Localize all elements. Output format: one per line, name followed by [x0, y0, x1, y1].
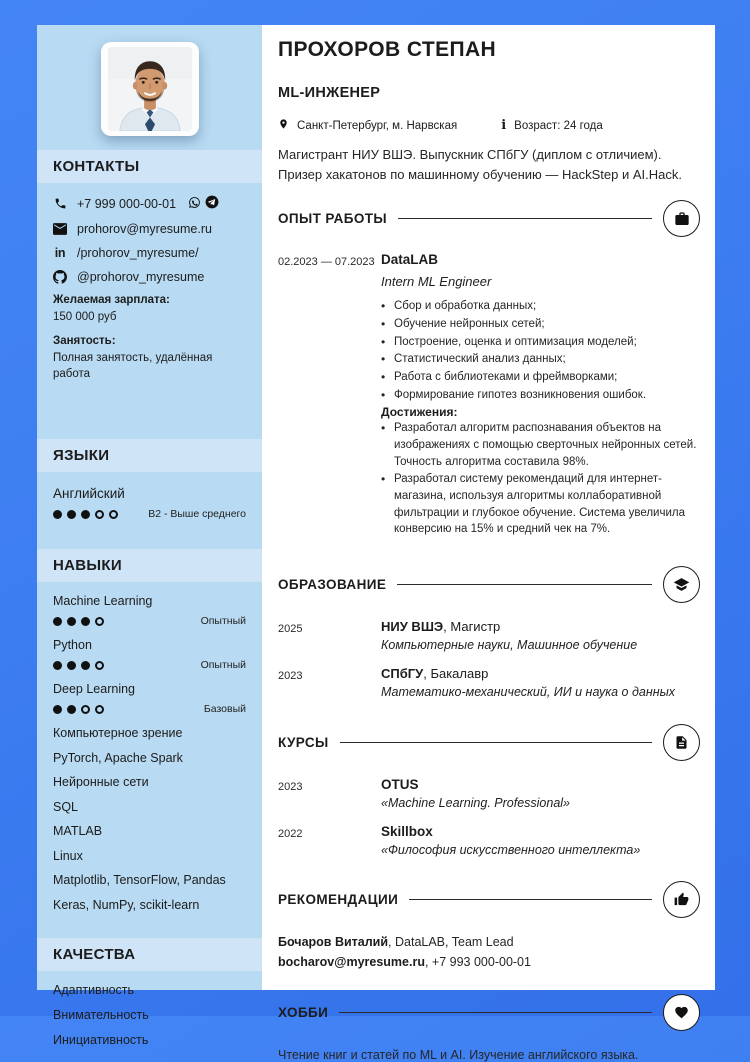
salary-value: 150 000 руб — [53, 311, 117, 323]
duty-item: • Обучение нейронных сетей; — [381, 316, 700, 333]
telegram-icon — [205, 195, 219, 212]
dots — [53, 661, 104, 670]
skill-level-label: Опытный — [200, 659, 246, 672]
age-text: Возраст: 24 года — [514, 119, 603, 132]
school-name: СПбГУ — [381, 666, 424, 682]
course-year: 2022 — [278, 828, 303, 841]
skill-plain: MATLAB — [53, 824, 103, 839]
faculty: Компьютерные науки, Машинное обучение — [381, 638, 638, 653]
email-address: prohorov@myresume.ru — [77, 222, 212, 236]
school-name: НИУ ВШЭ — [381, 619, 444, 635]
faculty: Математико-механический, ИИ и наука о данных — [381, 685, 676, 700]
skill-level-dots — [53, 615, 246, 627]
github-handle: @prohorov_myresume — [77, 270, 205, 284]
summary-text: Магистрант НИУ ВШЭ. Выпускник СПбГУ (диплом с отличием). Призер хакатонов по машинному обучению — HackStep и AI.Hack. — [278, 147, 682, 183]
location-pin-icon — [278, 117, 289, 134]
referee-role: , DataLAB, Team Lead — [388, 935, 514, 950]
qualities-section-title — [37, 938, 262, 971]
recommendations-section-header — [278, 881, 700, 918]
course-name: «Философия искусственного интеллекта» — [381, 843, 641, 858]
rating-dot-filled — [53, 510, 62, 519]
resume-sheet — [37, 25, 715, 1062]
rating-dot-empty — [95, 705, 104, 714]
candidate-role: ML-ИНЖЕНЕР — [278, 85, 381, 101]
experience-body — [381, 252, 700, 539]
experience-title: ОПЫТ РАБОТЫ — [278, 211, 388, 227]
courses-section-header — [278, 724, 700, 761]
section-divider-line — [409, 899, 652, 900]
degree: , Магистр — [443, 619, 501, 635]
language-level-dots — [53, 508, 246, 520]
skill-plain: PyTorch, Apache Spark — [53, 750, 183, 765]
qualities-list — [37, 971, 262, 1047]
plain-skills — [53, 726, 246, 912]
messenger-icons — [188, 195, 219, 212]
skill-name: Machine Learning — [53, 594, 153, 609]
duty-item: • Построение, оценка и оптимизация моделей; — [381, 334, 700, 351]
section-divider-line — [339, 1012, 652, 1013]
languages-section-title — [37, 439, 262, 472]
rating-dot-empty — [95, 661, 104, 670]
courses-title: КУРСЫ — [278, 735, 329, 751]
education-body — [381, 666, 700, 699]
linkedin-handle: /prohorov_myresume/ — [77, 246, 199, 260]
heart-icon — [663, 994, 700, 1031]
main-column — [262, 25, 715, 1062]
rating-dot-filled — [81, 661, 90, 670]
skill-level-dots — [53, 659, 246, 671]
profile-photo — [101, 42, 199, 136]
sidebar — [37, 25, 262, 1047]
skill-name: Deep Learning — [53, 682, 136, 697]
skill-rated — [53, 638, 246, 671]
experience-dates: 02.2023 — 07.2023 — [278, 256, 375, 269]
section-divider-line — [340, 742, 652, 743]
skill-plain: Matplotlib, TensorFlow, Pandas — [53, 873, 226, 888]
achievements-list — [381, 420, 700, 538]
company-name: DataLAB — [381, 252, 439, 268]
education-body — [381, 619, 700, 652]
rating-dot-filled — [67, 617, 76, 626]
rating-dot-filled — [67, 705, 76, 714]
contact-github-row — [53, 270, 246, 284]
rating-dot-empty — [95, 617, 104, 626]
linkedin-icon: in — [54, 246, 66, 260]
dots — [53, 705, 104, 714]
course-body — [381, 824, 700, 857]
language-level-label: B2 - Выше среднего — [148, 508, 246, 521]
experience-section-header — [278, 200, 700, 237]
education-year: 2025 — [278, 623, 303, 636]
skills-title-label: НАВЫКИ — [53, 557, 122, 575]
course-entry — [278, 777, 700, 810]
school-line — [381, 666, 700, 681]
rating-dot-filled — [81, 510, 90, 519]
contact-phone-row — [53, 195, 246, 212]
education-entry — [278, 666, 700, 699]
recommendations-title: РЕКОМЕНДАЦИИ — [278, 892, 399, 908]
course-year: 2023 — [278, 781, 303, 794]
contacts-section-title — [37, 150, 262, 183]
candidate-name: ПРОХОРОВ СТЕПАН — [278, 38, 497, 61]
position-title: Intern ML Engineer — [381, 274, 492, 290]
duty-item: • Работа с библиотеками и фреймворками; — [381, 369, 700, 386]
rating-dot-filled — [67, 661, 76, 670]
language-name: Английский — [53, 486, 125, 502]
course-body — [381, 777, 700, 810]
achievement-item: • Разработал систему рекомендаций для интернет-магазина, используя алгоритмы коллаборативной фильтрации и глубокое обучение. Система увеличила конверсию на 15% и средний чек на 7%. — [381, 471, 700, 538]
skill-plain: Linux — [53, 848, 83, 863]
skill-plain: Keras, NumPy, scikit-learn — [53, 897, 200, 912]
hobbies-section-header — [278, 994, 700, 1031]
section-divider-line — [398, 218, 652, 219]
profile-photo-illustration — [106, 47, 194, 131]
graduation-cap-icon — [663, 566, 700, 603]
quality-item: Адаптивность — [53, 982, 135, 997]
course-org: Skillbox — [381, 824, 433, 840]
employment-value: Полная занятость, удалённая работа — [53, 352, 213, 381]
quality-item: Внимательность — [53, 1007, 149, 1022]
skills-list — [37, 582, 262, 912]
contacts-title-label: КОНТАКТЫ — [53, 158, 140, 175]
referee-email: bocharov@myresume.ru — [278, 955, 425, 970]
rating-dot-empty — [81, 705, 90, 714]
phone-icon — [53, 197, 67, 211]
rating-dot-filled — [67, 510, 76, 519]
salary-label: Желаемая зарплата: — [53, 294, 170, 306]
briefcase-icon — [663, 200, 700, 237]
rating-dot-filled — [53, 617, 62, 626]
qualities-title-label: КАЧЕСТВА — [53, 945, 136, 963]
degree: , Бакалавр — [423, 666, 489, 682]
education-entry — [278, 619, 700, 652]
recommendation-text — [278, 932, 700, 972]
skill-name: Python — [53, 638, 92, 653]
duties-list — [381, 298, 700, 403]
dots — [53, 510, 118, 519]
info-icon: i — [501, 118, 507, 133]
skills-section-title — [37, 549, 262, 582]
rating-dot-empty — [109, 510, 118, 519]
skill-plain: SQL — [53, 799, 79, 814]
phone-number: +7 999 000-00-01 — [77, 196, 177, 211]
achievement-item: • Разработал алгоритм распознавания объектов на изображениях с помощью сверточных нейронных сетей. Точность алгоритма составила 98%. — [381, 420, 700, 470]
course-name: «Machine Learning. Professional» — [381, 796, 571, 811]
languages-title-label: ЯЗЫКИ — [53, 447, 110, 465]
location-item — [278, 117, 457, 134]
education-section-header — [278, 566, 700, 603]
skill-rated — [53, 594, 246, 627]
experience-entry — [278, 252, 700, 539]
thumbs-up-icon — [663, 881, 700, 918]
github-icon — [53, 270, 67, 284]
skill-plain: Компьютерное зрение — [53, 726, 183, 741]
referee-name: Бочаров Виталий — [278, 935, 389, 950]
duty-item: • Сбор и обработка данных; — [381, 298, 700, 315]
age-item — [501, 118, 603, 133]
skill-level-dots — [53, 703, 246, 715]
school-line — [381, 619, 700, 634]
languages-list — [37, 472, 262, 520]
contact-email-row — [53, 222, 246, 236]
location-text: Санкт-Петербург, м. Нарвская — [297, 119, 458, 132]
duty-item: • Статистический анализ данных; — [381, 351, 700, 368]
duty-item: • Формирование гипотез возникновения ошибок. — [381, 387, 700, 404]
achievements-label: Достижения: — [381, 405, 458, 420]
course-org: OTUS — [381, 777, 419, 793]
referee-phone: , +7 993 000-00-01 — [424, 955, 531, 970]
rating-dot-empty — [95, 510, 104, 519]
dots — [53, 617, 104, 626]
document-icon — [663, 724, 700, 761]
skill-plain: Нейронные сети — [53, 775, 149, 790]
contact-linkedin-row — [53, 246, 246, 260]
hobbies-text: Чтение книг и статей по ML и AI. Изучение английского языка. — [278, 1048, 639, 1062]
employment-label: Занятость: — [53, 335, 116, 348]
email-icon — [53, 222, 67, 236]
section-divider-line — [397, 584, 652, 585]
quality-item: Инициативность — [53, 1032, 149, 1047]
contacts-list — [37, 183, 262, 382]
skill-level-label: Базовый — [203, 703, 246, 716]
whatsapp-icon — [188, 196, 201, 212]
education-title: ОБРАЗОВАНИЕ — [278, 577, 387, 593]
hobbies-title: ХОББИ — [278, 1005, 329, 1021]
education-year: 2023 — [278, 670, 303, 683]
skill-rated — [53, 682, 246, 715]
rating-dot-filled — [53, 705, 62, 714]
rating-dot-filled — [81, 617, 90, 626]
rating-dot-filled — [53, 661, 62, 670]
skill-level-label: Опытный — [200, 615, 246, 628]
meta-row — [278, 117, 700, 134]
course-entry — [278, 824, 700, 857]
